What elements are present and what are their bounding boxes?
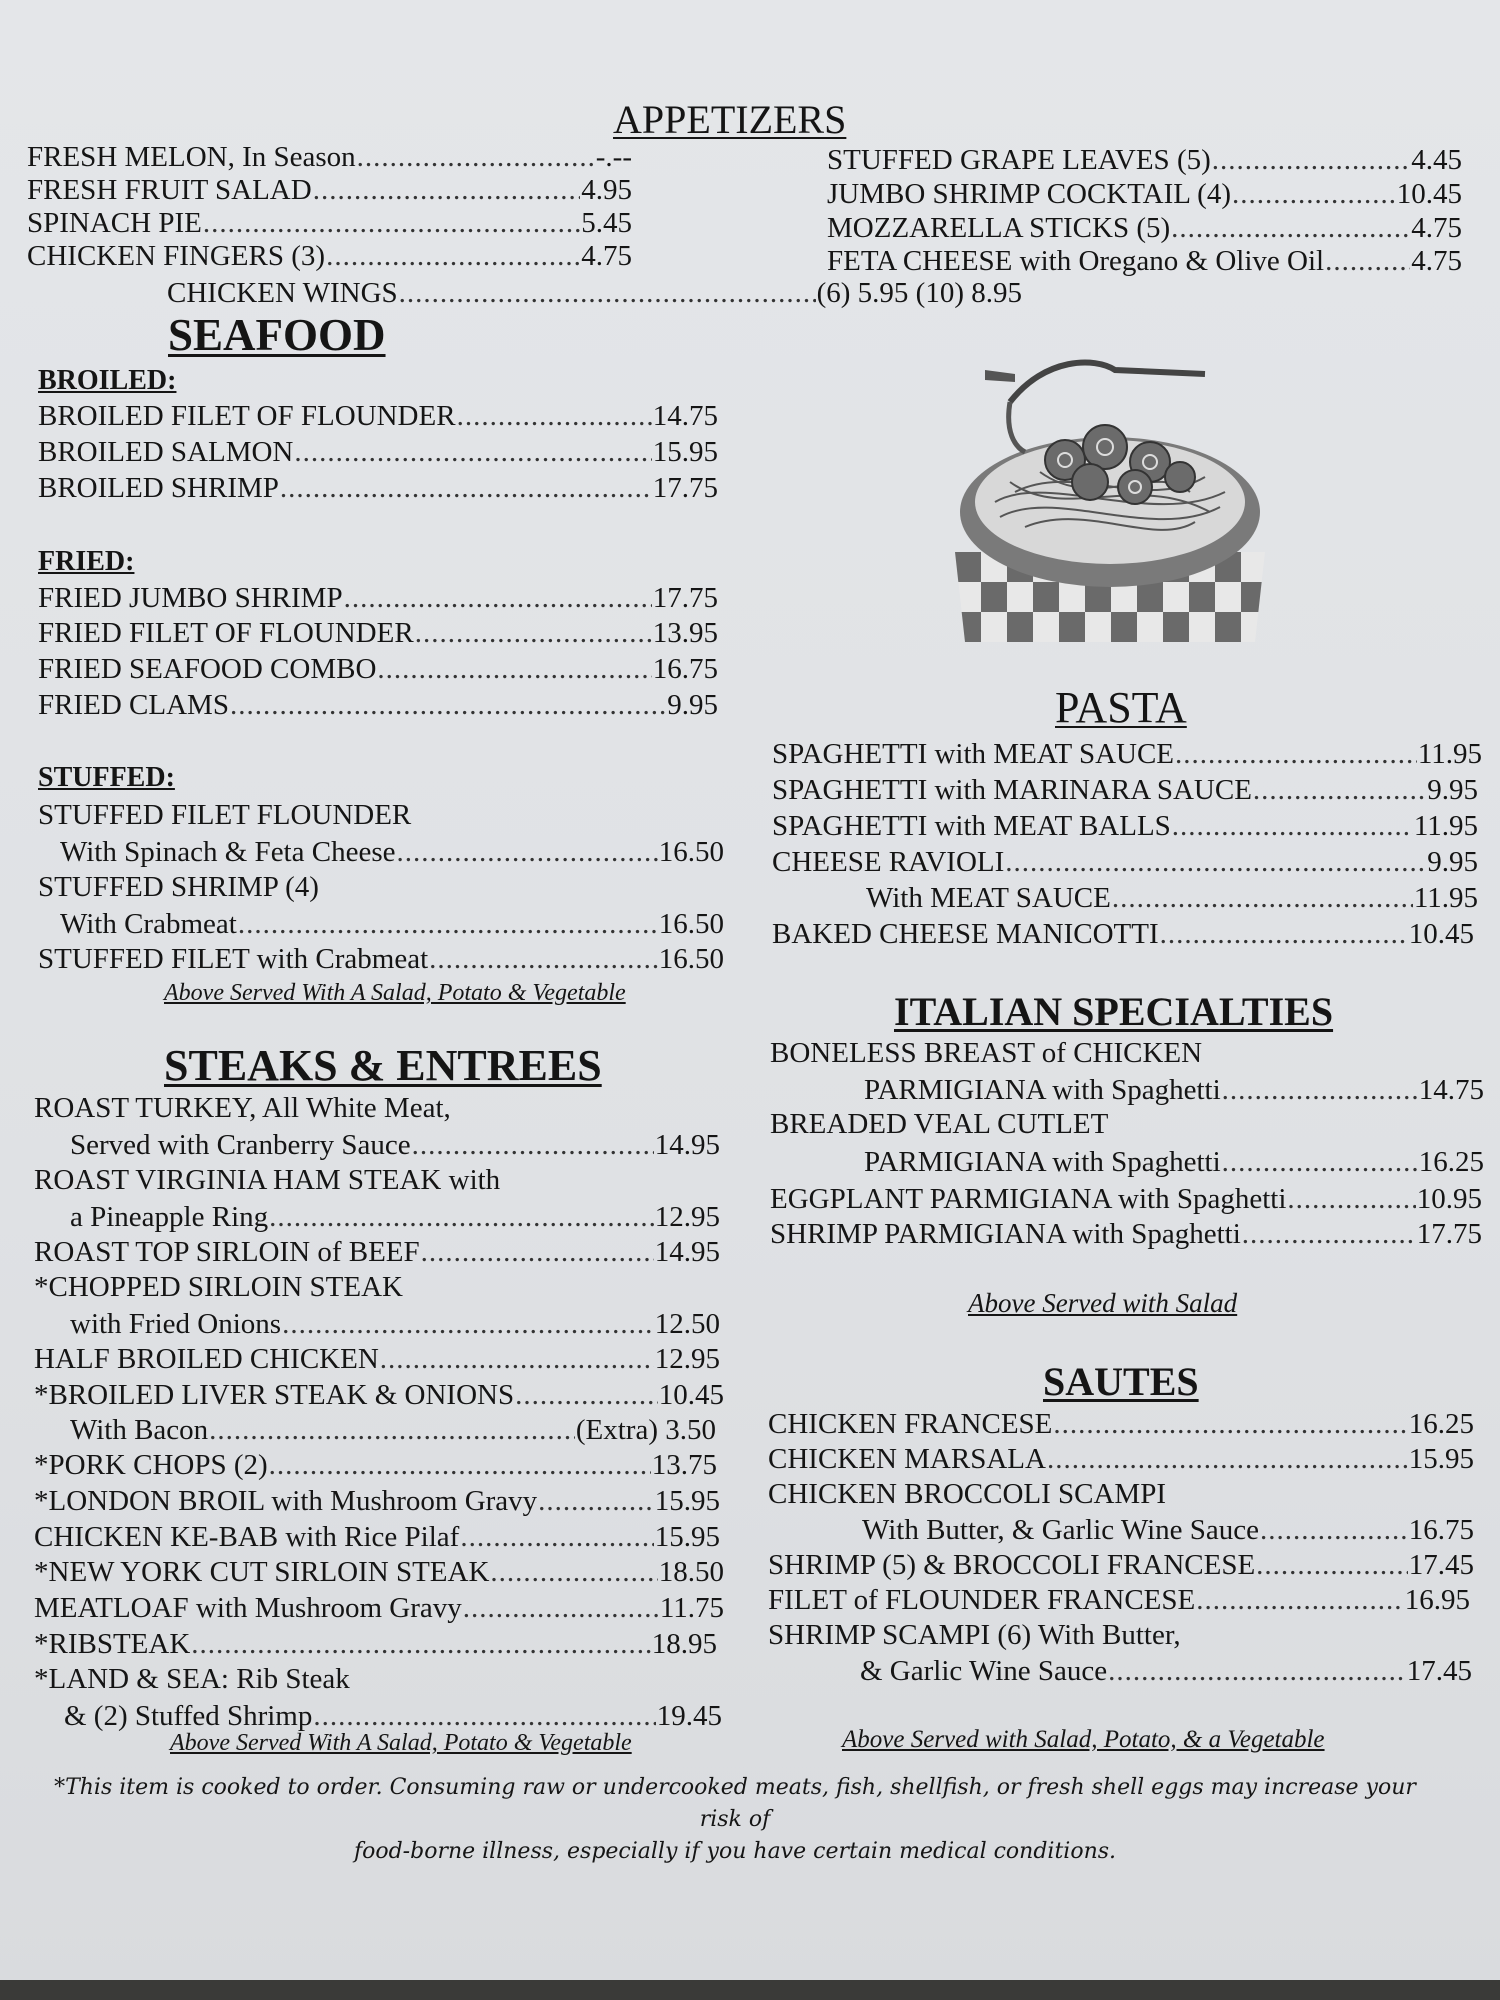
- menu-item: [864, 1076, 1484, 1105]
- menu-item: [827, 146, 1462, 175]
- leader-dots: [377, 655, 651, 684]
- menu-item: [70, 1131, 720, 1160]
- served-with-note: Above Served With A Salad, Potato & Vegetable: [164, 980, 626, 1006]
- item-price: 16.25: [1408, 1408, 1474, 1440]
- item-price: 14.75: [652, 400, 718, 432]
- item-price: 10.45: [658, 1379, 724, 1411]
- menu-item: [60, 910, 724, 939]
- menu-item-name: ROAST TURKEY, All White Meat,: [34, 1092, 451, 1124]
- leader-dots: [344, 584, 652, 613]
- item-name: BROILED FILET OF FLOUNDER: [38, 400, 456, 432]
- menu-item: [827, 247, 1462, 276]
- menu-item: [772, 740, 1482, 769]
- item-name: BROILED SALMON: [38, 436, 294, 468]
- menu-item: [70, 1203, 720, 1232]
- leader-dots: [1108, 1657, 1406, 1686]
- leader-dots: [1053, 1410, 1407, 1439]
- item-name: With Butter, & Garlic Wine Sauce: [862, 1514, 1260, 1546]
- item-price: (6) 5.95 (10) 8.95: [816, 277, 1022, 309]
- item-name: EGGPLANT PARMIGIANA with Spaghetti: [770, 1183, 1287, 1215]
- leader-dots: [230, 691, 666, 720]
- item-name: & (2) Stuffed Shrimp: [64, 1700, 313, 1732]
- item-name: CHICKEN MARSALA: [768, 1443, 1046, 1475]
- item-name: MOZZARELLA STICKS (5): [827, 212, 1171, 244]
- item-name: CHICKEN KE-BAB with Rice Pilaf: [34, 1521, 460, 1553]
- menu-item: [772, 848, 1478, 877]
- item-name: STUFFED GRAPE LEAVES (5): [827, 144, 1211, 176]
- menu-item-name: BONELESS BREAST of CHICKEN: [770, 1037, 1203, 1069]
- table-surface-edge: [0, 1980, 1500, 2000]
- item-price: 14.95: [654, 1129, 720, 1161]
- leader-dots: [238, 910, 658, 939]
- item-price: 10.45: [1408, 918, 1474, 950]
- leader-dots: [463, 1594, 659, 1623]
- item-name: ROAST TOP SIRLOIN of BEEF: [34, 1236, 420, 1268]
- item-name: BAKED CHEESE MANICOTTI: [772, 918, 1159, 950]
- item-price: 17.45: [1408, 1549, 1474, 1581]
- leader-dots: [280, 474, 652, 503]
- item-price: 16.75: [652, 653, 718, 685]
- item-name: Served with Cranberry Sauce: [70, 1129, 411, 1161]
- item-price: 15.95: [654, 1485, 720, 1517]
- served-with-note: Above Served with Salad, Potato, & a Vegetable: [842, 1726, 1325, 1753]
- menu-item: [60, 838, 724, 867]
- menu-item: [64, 1702, 722, 1731]
- leader-dots: [1222, 1148, 1418, 1177]
- item-name: HALF BROILED CHICKEN: [34, 1343, 379, 1375]
- item-name: PARMIGIANA with Spaghetti: [864, 1074, 1221, 1106]
- item-price: 4.95: [581, 174, 632, 206]
- menu-item: [38, 691, 718, 720]
- italian-specialties-heading: ITALIAN SPECIALTIES: [894, 989, 1334, 1034]
- menu-item: [34, 1558, 724, 1587]
- item-name: MEATLOAF with Mushroom Gravy: [34, 1592, 462, 1624]
- leader-dots: [203, 209, 580, 238]
- leader-dots: [1260, 1516, 1408, 1545]
- menu-item: [70, 1310, 720, 1339]
- item-price: 10.45: [1396, 178, 1462, 210]
- item-name: SPAGHETTI with MARINARA SAUCE: [772, 774, 1252, 806]
- item-name: FRESH MELON, In Season: [27, 141, 356, 173]
- menu-item-name: ROAST VIRGINIA HAM STEAK with: [34, 1164, 501, 1196]
- leader-dots: [460, 1523, 653, 1552]
- menu-item: [38, 402, 718, 431]
- menu-item: [34, 1523, 720, 1552]
- menu-item: [167, 279, 1022, 308]
- item-name: PARMIGIANA with Spaghetti: [864, 1146, 1221, 1178]
- leader-dots: [415, 619, 652, 648]
- leader-dots: [1112, 884, 1413, 913]
- item-name: FRIED CLAMS: [38, 689, 229, 721]
- menu-item: [768, 1410, 1474, 1439]
- leader-dots: [1172, 812, 1413, 841]
- item-name: FRESH FRUIT SALAD: [27, 174, 312, 206]
- menu-item-name: *CHOPPED SIRLOIN STEAK: [34, 1271, 403, 1303]
- leader-dots: [326, 242, 580, 271]
- leader-dots: [313, 1702, 655, 1731]
- menu-item: [38, 655, 718, 684]
- menu-item: [38, 619, 718, 648]
- item-price: 15.95: [654, 1521, 720, 1553]
- menu-item: [34, 1345, 720, 1374]
- sautes-heading: SAUTES: [1043, 1359, 1199, 1404]
- menu-item: [770, 1185, 1482, 1214]
- item-price: -.--: [595, 141, 632, 173]
- menu-item: [866, 884, 1478, 913]
- item-name: FILET of FLOUNDER FRANCESE: [768, 1584, 1196, 1616]
- item-name: STUFFED FILET with Crabmeat: [38, 943, 429, 975]
- item-price: 18.95: [651, 1628, 717, 1660]
- item-price: 13.95: [652, 617, 718, 649]
- leader-dots: [1242, 1220, 1416, 1249]
- menu-item: [27, 209, 632, 238]
- item-price: 11.95: [1413, 882, 1478, 914]
- leader-dots: [1287, 1185, 1415, 1214]
- item-price: 17.75: [652, 472, 718, 504]
- menu-item: [768, 1551, 1474, 1580]
- leader-dots: [1325, 247, 1410, 276]
- leader-dots: [396, 838, 657, 867]
- menu-item: [34, 1451, 717, 1480]
- menu-item: [862, 1516, 1474, 1545]
- item-price: 11.75: [659, 1592, 724, 1624]
- item-price: 17.75: [652, 582, 718, 614]
- menu-item: [772, 776, 1478, 805]
- item-name: With Crabmeat: [60, 908, 237, 940]
- item-name: a Pineapple Ring: [70, 1201, 269, 1233]
- item-name: FRIED JUMBO SHRIMP: [38, 582, 343, 614]
- item-price: 16.50: [658, 836, 724, 868]
- leader-dots: [1005, 848, 1426, 877]
- leader-dots: [490, 1558, 657, 1587]
- food-safety-disclaimer: [40, 1772, 1430, 1868]
- item-price: 15.95: [652, 436, 718, 468]
- spaghetti-plate-icon: [955, 352, 1265, 642]
- item-name: With MEAT SAUCE: [866, 882, 1111, 914]
- leader-dots: [412, 1131, 654, 1160]
- item-price: 9.95: [1427, 846, 1478, 878]
- menu-item-name: SHRIMP SCAMPI (6) With Butter,: [768, 1619, 1181, 1651]
- leader-dots: [515, 1381, 658, 1410]
- leader-dots: [1196, 1586, 1404, 1615]
- item-name: CHICKEN FRANCESE: [768, 1408, 1053, 1440]
- menu-item: [27, 242, 632, 271]
- leader-dots: [1175, 740, 1417, 769]
- item-name: JUMBO SHRIMP COCKTAIL (4): [827, 178, 1231, 210]
- item-price: 17.45: [1406, 1655, 1472, 1687]
- item-name: FETA CHEESE with Oregano & Olive Oil: [827, 245, 1325, 277]
- item-price: 14.75: [1418, 1074, 1484, 1106]
- leader-dots: [269, 1203, 654, 1232]
- pasta-heading: PASTA: [1055, 683, 1187, 732]
- leader-dots: [1171, 214, 1410, 243]
- item-price: 4.75: [581, 240, 632, 272]
- item-price: 10.95: [1416, 1183, 1482, 1215]
- leader-dots: [209, 1416, 575, 1445]
- leader-dots: [429, 945, 658, 974]
- served-with-note: Above Served with Salad: [968, 1288, 1238, 1318]
- fried-subheading: FRIED:: [38, 546, 135, 577]
- item-price: 12.95: [654, 1343, 720, 1375]
- item-price: 11.95: [1413, 810, 1478, 842]
- menu-item: [827, 214, 1462, 243]
- leader-dots: [294, 438, 651, 467]
- menu-item: [768, 1586, 1470, 1615]
- item-price: 5.45: [581, 207, 632, 239]
- disclaimer-line: *This item is cooked to order. Consuming raw or undercooked meats, fish, shellfish, or fresh shell eggs may increase your risk of: [54, 1775, 1416, 1832]
- item-name: *BROILED LIVER STEAK & ONIONS: [34, 1379, 515, 1411]
- item-price: 17.75: [1416, 1218, 1482, 1250]
- menu-item: [864, 1148, 1484, 1177]
- menu-item-name: STUFFED SHRIMP (4): [38, 871, 319, 903]
- leader-dots: [313, 176, 581, 205]
- item-price: 16.25: [1418, 1146, 1484, 1178]
- item-name: *LONDON BROIL with Mushroom Gravy: [34, 1485, 538, 1517]
- item-name: With Bacon: [70, 1414, 209, 1446]
- item-price: 16.50: [658, 908, 724, 940]
- menu-item-name: BREADED VEAL CUTLET: [770, 1108, 1109, 1140]
- item-price: 13.75: [651, 1449, 717, 1481]
- item-name: SPAGHETTI with MEAT SAUCE: [772, 738, 1175, 770]
- menu-item: [772, 812, 1478, 841]
- item-name: SHRIMP (5) & BROCCOLI FRANCESE: [768, 1549, 1256, 1581]
- item-name: *PORK CHOPS (2): [34, 1449, 268, 1481]
- leader-dots: [1160, 920, 1408, 949]
- menu-item: [38, 584, 718, 613]
- leader-dots: [191, 1630, 650, 1659]
- menu-item: [27, 176, 632, 205]
- item-price: 11.95: [1417, 738, 1482, 770]
- item-price: 4.75: [1411, 212, 1462, 244]
- leader-dots: [269, 1451, 651, 1480]
- menu-item: [70, 1416, 716, 1445]
- leader-dots: [380, 1345, 654, 1374]
- leader-dots: [282, 1310, 654, 1339]
- item-name: CHEESE RAVIOLI: [772, 846, 1005, 878]
- menu-item: [38, 474, 718, 503]
- menu-item: [860, 1657, 1472, 1686]
- item-price: 15.95: [1408, 1443, 1474, 1475]
- item-price: 9.95: [667, 689, 718, 721]
- item-price: 18.50: [658, 1556, 724, 1588]
- item-name: CHICKEN WINGS: [167, 277, 398, 309]
- leader-dots: [538, 1487, 654, 1516]
- item-name: CHICKEN FINGERS (3): [27, 240, 326, 272]
- leader-dots: [1256, 1551, 1408, 1580]
- menu-item-name: *LAND & SEA: Rib Steak: [34, 1663, 350, 1695]
- menu-item: [38, 945, 724, 974]
- leader-dots: [421, 1238, 654, 1267]
- item-name: With Spinach & Feta Cheese: [60, 836, 396, 868]
- item-name: with Fried Onions: [70, 1308, 282, 1340]
- menu-item: [34, 1381, 724, 1410]
- item-price: 9.95: [1427, 774, 1478, 806]
- menu-item: [827, 180, 1462, 209]
- menu-item-name: STUFFED FILET FLOUNDER: [38, 799, 412, 831]
- leader-dots: [1212, 146, 1410, 175]
- item-name: SPAGHETTI with MEAT BALLS: [772, 810, 1171, 842]
- steaks-entrees-heading: STEAKS & ENTREES: [164, 1041, 602, 1090]
- menu-item: [34, 1487, 720, 1516]
- item-price: 4.75: [1411, 245, 1462, 277]
- appetizers-heading: APPETIZERS: [613, 97, 847, 142]
- menu-item: [772, 920, 1474, 949]
- item-name: BROILED SHRIMP: [38, 472, 279, 504]
- leader-dots: [1222, 1076, 1418, 1105]
- item-price: 19.45: [656, 1700, 722, 1732]
- item-price: (Extra) 3.50: [575, 1414, 716, 1446]
- menu-item-name: CHICKEN BROCCOLI SCAMPI: [768, 1478, 1166, 1510]
- leader-dots: [1253, 776, 1426, 805]
- item-name: *NEW YORK CUT SIRLOIN STEAK: [34, 1556, 490, 1588]
- item-price: 12.95: [654, 1201, 720, 1233]
- menu-item: [34, 1238, 720, 1267]
- leader-dots: [1047, 1445, 1408, 1474]
- item-name: FRIED FILET OF FLOUNDER: [38, 617, 414, 649]
- item-price: 16.50: [658, 943, 724, 975]
- menu-item: [768, 1445, 1474, 1474]
- disclaimer-line: food-borne illness, especially if you have certain medical conditions.: [353, 1838, 1117, 1864]
- served-with-note: Above Served With A Salad, Potato & Vegetable: [170, 1730, 632, 1756]
- item-name: FRIED SEAFOOD COMBO: [38, 653, 377, 685]
- item-name: & Garlic Wine Sauce: [860, 1655, 1108, 1687]
- menu-item: [38, 438, 718, 467]
- item-price: 14.95: [654, 1236, 720, 1268]
- menu-item: [34, 1594, 724, 1623]
- menu-item: [27, 143, 632, 172]
- item-name: SPINACH PIE: [27, 207, 202, 239]
- seafood-heading: SEAFOOD: [168, 310, 386, 360]
- stuffed-subheading: STUFFED:: [38, 762, 175, 793]
- item-price: 4.45: [1411, 144, 1462, 176]
- leader-dots: [399, 279, 816, 308]
- item-price: 12.50: [654, 1308, 720, 1340]
- menu-item: [34, 1630, 717, 1659]
- leader-dots: [1232, 180, 1396, 209]
- leader-dots: [357, 143, 595, 172]
- menu-item: [770, 1220, 1482, 1249]
- item-price: 16.75: [1408, 1514, 1474, 1546]
- item-name: SHRIMP PARMIGIANA with Spaghetti: [770, 1218, 1241, 1250]
- item-name: *RIBSTEAK: [34, 1628, 191, 1660]
- broiled-subheading: BROILED:: [38, 365, 177, 396]
- leader-dots: [457, 402, 652, 431]
- item-price: 16.95: [1404, 1584, 1470, 1616]
